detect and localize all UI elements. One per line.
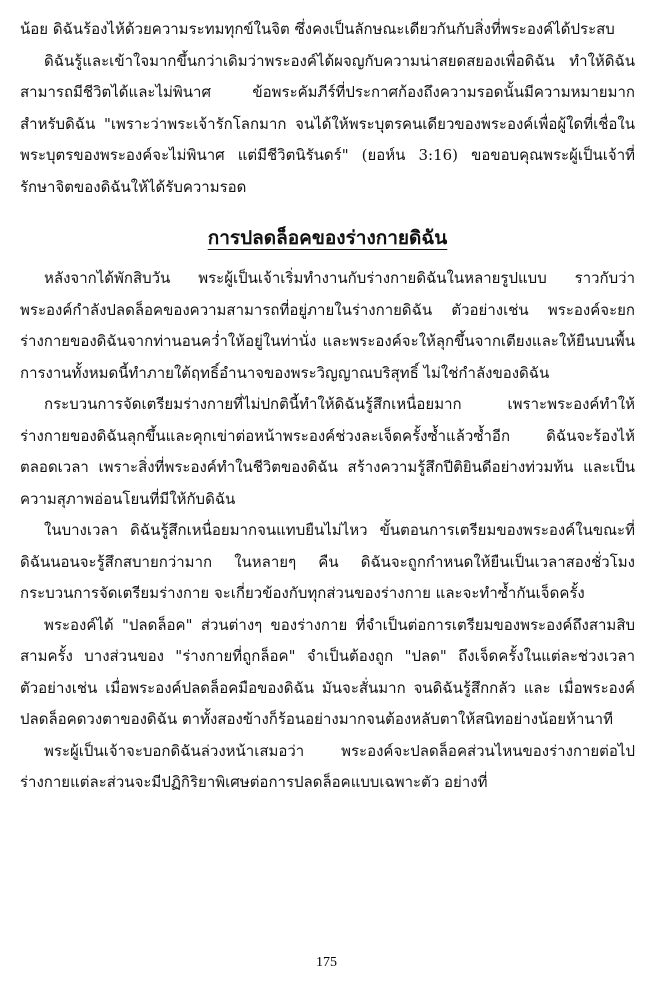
page-number: 175	[316, 955, 337, 970]
paragraph-continued: น้อย ดิฉันร้องไห้ด้วยความระทมทุกข์ในจิต ซึ่งคงเป็นลักษณะเดียวกันกับสิ่งที่พระองค์ได้ประสบ	[20, 20, 615, 38]
section-heading: การปลดล็อคของร่างกายดิฉัน	[207, 227, 448, 249]
paragraph-preparation-process: กระบวนการจัดเตรียมร่างกายที่ไม่ปกตินี้ทำให้ดิฉันรู้สึกเหนื่อยมาก เพราะพระองค์ทำให้ร่างกายของดิฉันลุกขึ้นและคุกเข่าต่อหน้าพระองค์ช่วงละเจ็ดครั้งซ้ำแล้วซ้ำอีก ดิฉันจะร้องไห้ตลอดเวลา เพราะสิ่งที่พระองค์ทำในชีวิตของดิฉัน สร้างความรู้สึกปีติยินดีอย่างท่วมท้น และเป็นความสุภาพอ่อนโยนที่มีให้กับดิฉัน	[20, 395, 635, 508]
paragraph-tired: ในบางเวลา ดิฉันรู้สึกเหนื่อยมากจนแทบยืนไม่ไหว ขั้นตอนการเตรียมของพระองค์ในขณะที่ดิฉันนอนจะรู้สึกสบายกว่ามาก ในหลายๆ คืน ดิฉันจะถูกกำหนดให้ยืนเป็นเวลาสองชั่วโมง กระบวนการจัดเตรียมร่างกาย จะเกี่ยวข้องกับทุกส่วนของร่างกาย และจะทำซ้ำกันเจ็ดครั้ง	[20, 521, 635, 602]
bottom-section	[20, 263, 635, 799]
paragraph-announce: พระผู้เป็นเจ้าจะบอกดิฉันล่วงหน้าเสมอว่า พระองค์จะปลดล็อคส่วนไหนของร่างกายต่อไป ร่างกายแต่ละส่วนจะมีปฏิกิริยาพิเศษต่อการปลดล็อคแบบเฉพาะตัว อย่างที่	[20, 741, 635, 791]
paragraph-salvation: ดิฉันรู้และเข้าใจมากขึ้นกว่าเดิมว่าพระองค์ได้ผจญกับความน่าสยดสยองเพื่อดิฉัน ทำให้ดิฉันสามารถมีชีวิตได้และไม่พินาศ ข้อพระคัมภีร์ที่ประกาศก้องถึงความรอดนั้นมีความหมายมากสำหรับดิฉัน "เพราะว่าพระเจ้ารักโลกมาก จนได้ให้พระบุตรคนเดียวของพระองค์เพื่อผู้ใดที่เชื่อในพระบุตรของพระองค์จะไม่พินาศ แต่มีชีวิตนิรันดร์" (ยอห์น 3:16) ขอขอบคุณพระผู้เป็นเจ้าที่รักษาจิตของดิฉันให้ได้รับความรอด	[20, 51, 635, 196]
top-section	[20, 14, 635, 203]
paragraph-rest-ten-days: หลังจากได้พักสิบวัน พระผู้เป็นเจ้าเริ่มทำงานกับร่างกายดิฉันในหลายรูปแบบ ราวกับว่าพระองค์กำลังปลดล็อคของความสามารถที่อยู่ภายในร่างกายดิฉัน ตัวอย่างเช่น พระองค์จะยกร่างกายของดิฉันจากท่านอนคว่ำให้อยู่ในท่านั่ง และพระองค์จะให้ลุกขึ้นจากเตียงและให้ยืนบนพื้น การงานทั้งหมดนี้ทำภายใต้ฤทธิ์อำนาจของพระวิญญาณบริสุทธิ์ ไม่ใช่กำลังของดิฉัน	[20, 269, 635, 382]
paragraph-unlocking: พระองค์ได้ "ปลดล็อค" ส่วนต่างๆ ของร่างกาย ที่จำเป็นต่อการเตรียมของพระองค์ถึงสามสิบสามครั้ง บางส่วนของ "ร่างกายที่ถูกล็อค" จำเป็นต้องถูก "ปลด" ถึงเจ็ดครั้งในแต่ละช่วงเวลา ตัวอย่างเช่น เมื่อพระองค์ปลดล็อคมือของดิฉัน มันจะสั่นมาก จนดิฉันรู้สึกกลัว และ เมื่อพระองค์ปลดล็อคดวงตาของดิฉัน ตาทั้งสองข้างก็ร้อนอย่างมากจนต้องหลับตาให้สนิทอย่างน้อยห้านาที	[20, 615, 635, 728]
